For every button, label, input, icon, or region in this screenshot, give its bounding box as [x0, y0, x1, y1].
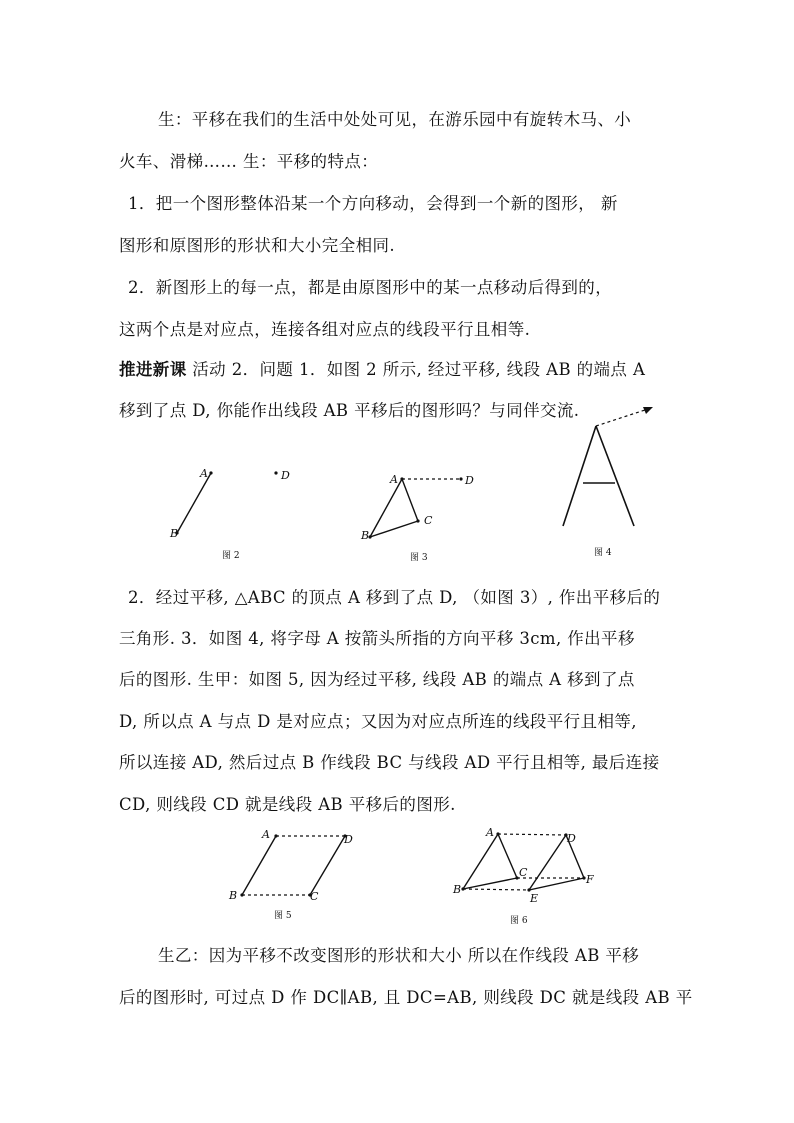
paragraph-line-16: 后的图形时, 可过点 D 作 DC∥AB, 且 DC=AB, 则线段 DC 就是线段 AB 平	[119, 988, 693, 1007]
paragraph-line-4: 图形和原图形的形状和大小完全相同.	[119, 236, 396, 255]
paragraph-line-7-text: 活动 2．问题 1．如图 2 所示, 经过平移, 线段 AB 的端点 A	[186, 360, 646, 379]
figure-2-caption: 图 2	[222, 551, 240, 561]
segment-cd	[310, 836, 345, 895]
figure-3-caption: 图 3	[410, 553, 428, 563]
section-heading: 推进新课	[119, 360, 187, 379]
label-b: B	[453, 883, 462, 896]
label-b: B	[229, 889, 238, 902]
figure-4	[556, 406, 666, 532]
paragraph-line-2: 火车、滑梯…… 生：平移的特点：	[119, 152, 379, 171]
label-f: F	[586, 873, 594, 886]
dashed-ad	[498, 834, 566, 835]
figure-6	[448, 820, 604, 906]
translation-arrow	[596, 409, 648, 426]
label-d: D	[281, 469, 290, 482]
paragraph-line-5: 2．新图形上的每一点，都是由原图形中的某一点移动后得到的，	[128, 278, 613, 297]
label-d: D	[344, 833, 353, 846]
paragraph-line-10: 三角形. 3．如图 4, 将字母 A 按箭头所指的方向平移 3cm, 作出平移	[119, 629, 635, 648]
paragraph-line-3: 1．把一个图形整体沿某一个方向移动，会得到一个新的图形， 新	[128, 194, 618, 213]
figure-2	[160, 462, 300, 540]
paragraph-line-14: CD, 则线段 CD 就是线段 AB 平移后的图形.	[119, 795, 456, 814]
segment-ab	[177, 473, 211, 533]
figure-5-caption: 图 5	[274, 911, 292, 921]
label-b: B	[170, 527, 179, 540]
label-a: A	[200, 467, 208, 480]
label-c: C	[310, 890, 319, 903]
label-b: B	[361, 529, 370, 542]
point-a	[209, 471, 212, 474]
side-ac	[498, 834, 517, 878]
side-ac	[402, 479, 418, 521]
point-d	[274, 471, 277, 474]
paragraph-line-1: 生：平移在我们的生活中处处可见，在游乐园中有旋转木马、小	[158, 110, 632, 129]
dashed-be	[463, 889, 529, 890]
side-de	[529, 835, 566, 890]
letter-a-left-leg	[563, 426, 596, 526]
figure-3	[352, 466, 492, 546]
label-d: D	[465, 474, 474, 487]
paragraph-line-6: 这两个点是对应点，连接各组对应点的线段平行且相等.	[119, 320, 531, 339]
segment-ab	[242, 836, 276, 895]
label-a: A	[390, 473, 398, 486]
paragraph-line-15: 生乙：因为平移不改变图形的形状和大小 所以在作线段 AB 平移	[158, 946, 640, 965]
paragraph-line-9: 2．经过平移, △ABC 的顶点 A 移到了点 D, （如图 3）, 作出平移后的	[128, 588, 661, 607]
figure-5	[224, 826, 364, 904]
paragraph-line-13: 所以连接 AD, 然后过点 B 作线段 BC 与线段 AD 平行且相等, 最后连接	[119, 753, 660, 772]
label-a: A	[486, 826, 494, 839]
label-c: C	[424, 514, 433, 527]
label-c: C	[519, 866, 528, 879]
side-ab	[463, 834, 498, 889]
figure-6-caption: 图 6	[510, 916, 528, 926]
paragraph-line-8: 移到了点 D, 你能作出线段 AB 平移后的图形吗？与同伴交流.	[119, 401, 580, 420]
paragraph-line-7	[119, 356, 645, 380]
side-ef	[529, 878, 584, 890]
paragraph-line-11: 后的图形. 生甲：如图 5, 因为经过平移, 线段 AB 的端点 A 移到了点	[119, 670, 635, 689]
label-a: A	[262, 828, 270, 841]
label-e: E	[530, 892, 539, 905]
side-bc	[463, 878, 517, 889]
letter-a-right-leg	[596, 426, 634, 526]
paragraph-line-12: D, 所以点 A 与点 D 是对应点；又因为对应点所连的线段平行且相等,	[119, 712, 637, 731]
arrow-head	[643, 407, 653, 414]
label-d: D	[567, 832, 576, 845]
figure-4-caption: 图 4	[594, 548, 612, 558]
